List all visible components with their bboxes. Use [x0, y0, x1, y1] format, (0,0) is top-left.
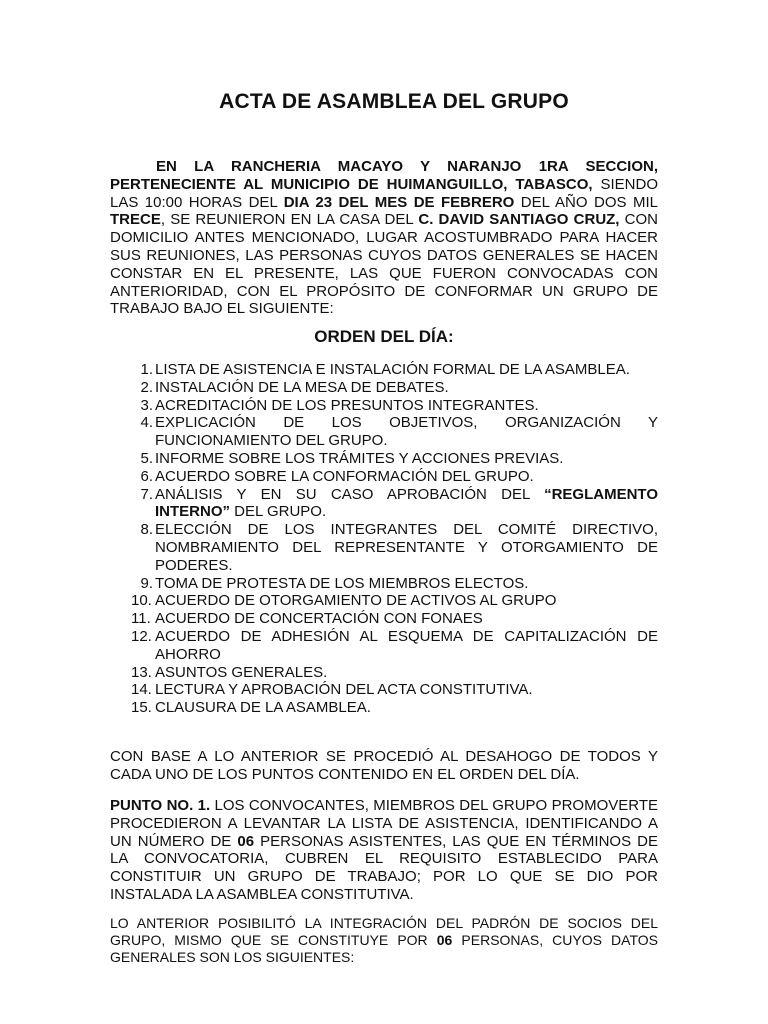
list-item	[110, 450, 658, 468]
padron-paragraph	[110, 915, 658, 966]
list-item	[110, 361, 658, 379]
list-item-number: 9.	[140, 574, 153, 592]
list-item	[110, 610, 658, 628]
list-item-number: 14.	[131, 681, 152, 699]
list-item-text	[155, 486, 658, 522]
orden-del-dia-heading: ORDEN DEL DÍA:	[314, 327, 454, 346]
list-item-text: ACUERDO DE ADHESIÓN AL ESQUEMA DE CAPITALIZACIÓN DE AHORRO	[155, 627, 658, 663]
padron-text-2: PERSONAS, CUYOS DATOS GENERALES SON LOS SIGUIENTES:	[110, 932, 658, 965]
list-item-number: 13.	[131, 663, 152, 681]
list-item	[110, 664, 658, 682]
intro-paragraph	[110, 158, 658, 318]
list-item-number: 6.	[140, 467, 153, 485]
socios-count-bold: 06	[436, 932, 453, 948]
list-item-text: ELECCIÓN DE LOS INTEGRANTES DEL COMITÉ DIRECTIVO, NOMBRAMIENTO DEL REPRESENTANTE Y OTORGAMIENTO DE PODERES.	[155, 521, 658, 574]
list-item-text: LISTA DE ASISTENCIA E INSTALACIÓN FORMAL DE LA ASAMBLEA.	[155, 361, 630, 378]
list-item-number: 5.	[140, 449, 153, 467]
intro-name-bold: C. DAVID SANTIAGO CRUZ,	[418, 211, 620, 229]
intro-text-1: SIENDO LAS 10:00 HORAS DEL	[110, 175, 658, 211]
list-item	[110, 414, 658, 450]
list-item-number: 1.	[140, 361, 153, 378]
list-item	[110, 681, 658, 699]
reglamento-interno-bold: “REGLAMENTO INTERNO”	[155, 485, 658, 521]
list-item-text: ACREDITACIÓN DE LOS PRESUNTOS INTEGRANTES.	[155, 396, 539, 414]
list-item-text: CLAUSURA DE LA ASAMBLEA.	[155, 699, 371, 717]
orden-del-dia-list	[110, 361, 658, 717]
padron-text-1: LO ANTERIOR POSIBILITÓ LA INTEGRACIÓN DEL PADRÓN DE SOCIOS DEL GRUPO, MISMO QUE SE CONSTITUYE POR	[110, 915, 658, 948]
intro-year-bold: TRECE	[110, 211, 161, 229]
list-item-text: ACUERDO DE CONCERTACIÓN CON FONAES	[155, 610, 483, 628]
list-item-text-part: DEL GRUPO.	[230, 503, 327, 521]
list-item-text: ACUERDO SOBRE LA CONFORMACIÓN DEL GRUPO.	[155, 467, 534, 485]
list-item-text: TOMA DE PROTESTA DE LOS MIEMBROS ELECTOS.	[155, 574, 529, 592]
intro-text-2: DEL AÑO DOS MIL	[514, 193, 658, 211]
con-base-paragraph: CON BASE A LO ANTERIOR SE PROCEDIÓ AL DESAHOGO DE TODOS Y CADA UNO DE LOS PUNTOS CONTENIDO EN EL ORDEN DEL DÍA.	[110, 748, 658, 783]
asistentes-count-bold: 06	[237, 832, 255, 850]
intro-text-3: , SE REUNIERON EN LA CASA DEL	[160, 211, 419, 229]
intro-location-bold: EN LA RANCHERIA MACAYO Y NARANJO 1RA SECCION, PERTENECIENTE AL MUNICIPIO DE HUIMANGUILLO, TABASCO,	[110, 158, 658, 193]
list-item	[110, 397, 658, 415]
punto-1-label: PUNTO NO. 1.	[110, 797, 211, 814]
list-item	[110, 628, 658, 664]
list-item-text-part: ANÁLISIS Y EN SU CASO APROBACIÓN DEL	[155, 485, 545, 503]
list-item-number: 10.	[131, 592, 152, 610]
list-item-text: EXPLICACIÓN DE LOS OBJETIVOS, ORGANIZACIÓN Y FUNCIONAMIENTO DEL GRUPO.	[155, 414, 658, 450]
list-item-number: 12.	[131, 627, 152, 645]
punto-1-text-1: LOS CONVOCANTES, MIEMBROS DEL GRUPO PROMOVERTE PROCEDIERON A LEVANTAR LA LISTA DE ASISTENCIA, IDENTIFICANDO A UN NÚMERO DE	[110, 797, 658, 850]
list-item	[110, 592, 658, 610]
list-item	[110, 521, 658, 574]
list-item-number: 4.	[140, 414, 153, 432]
list-item-text: ASUNTOS GENERALES.	[155, 663, 328, 681]
list-item-number: 7.	[140, 485, 153, 503]
document-title: ACTA DE ASAMBLEA DEL GRUPO	[219, 90, 569, 113]
punto-1-paragraph	[110, 797, 658, 904]
list-item-text: LECTURA Y APROBACIÓN DEL ACTA CONSTITUTIVA.	[155, 681, 533, 699]
list-item-text: ACUERDO DE OTORGAMIENTO DE ACTIVOS AL GRUPO	[155, 592, 557, 610]
list-item	[110, 699, 658, 717]
list-item-text: INFORME SOBRE LOS TRÁMITES Y ACCIONES PREVIAS.	[155, 449, 564, 467]
list-item-number: 11.	[131, 610, 151, 628]
list-item	[110, 379, 658, 397]
list-item-text: INSTALACIÓN DE LA MESA DE DEBATES.	[155, 378, 449, 396]
list-item-number: 3.	[140, 396, 153, 414]
list-item	[110, 486, 658, 522]
list-item	[110, 575, 658, 593]
intro-date-bold: DIA 23 DEL MES DE FEBRERO	[283, 193, 515, 211]
list-item-number: 2.	[140, 378, 153, 396]
intro-text-4: CON DOMICILIO ANTES MENCIONADO, LUGAR ACOSTUMBRADO PARA HACER SUS REUNIONES, LAS PERSONAS CUYOS DATOS GENERALES SE HACEN CONSTAR EN EL PRESENTE, LAS QUE FUERON CONVOCADAS CON ANTERIORIDAD, CON EL PROPÓSITO DE CONFORMAR UN GRUPO DE TRABAJO BAJO EL SIGUIENTE:	[110, 211, 659, 318]
list-item-number: 15.	[131, 699, 152, 717]
list-item	[110, 468, 658, 486]
list-item-number: 8.	[140, 521, 153, 539]
punto-1-text-2: PERSONAS ASISTENTES, LAS QUE EN TÉRMINOS DE LA CONVOCATORIA, CUBREN EL REQUISITO ESTABLECIDO PARA CONSTITUIR UN GRUPO DE TRABAJO; POR LO QUE SE DIO POR INSTALADA LA ASAMBLEA CONSTITUTIVA.	[110, 832, 659, 903]
